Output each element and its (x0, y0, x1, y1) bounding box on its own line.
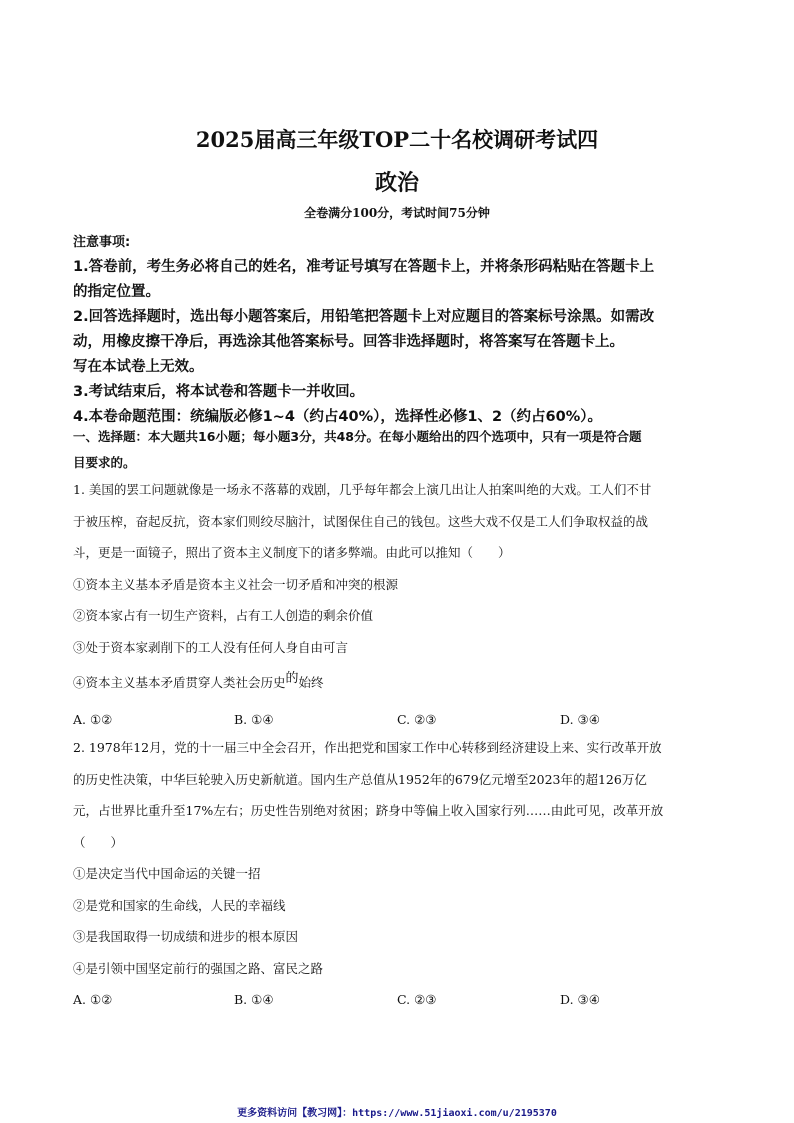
subject-title: 政治 (374, 170, 419, 196)
q2-option-a[interactable]: A. ①② (73, 992, 113, 1007)
q2-stem-line: （ ） (73, 834, 124, 850)
q2-item: ①是决定当代中国命运的关键一招 (73, 866, 261, 881)
q1-item4-end: 始终 (298, 675, 324, 690)
q2-item: ②是党和国家的生命线，人民的幸福线 (73, 897, 286, 913)
q2-options (73, 984, 729, 1015)
q1-item: ②资本家占有一切生产资料，占有工人创造的剩余价值 (73, 608, 374, 623)
q1-item4-text: ④资本主义基本矛盾贯穿人类社会历史 (73, 675, 286, 690)
q1-item-4 (73, 663, 729, 704)
notes-line: 动，用橡皮擦干净后，再选涂其他答案标号。回答非选择题时，将答案写在答题卡上。 (73, 334, 624, 350)
q1-option-a[interactable]: A. ①② (73, 712, 113, 727)
exam-title: 2025届高三年级TOP二十名校调研考试四 (195, 127, 599, 152)
footer-link[interactable]: 更多资料访问【教习网】：https://www.51jiaoxi.com/u/2195370 (237, 1108, 557, 1119)
section-line: 目要求的。 (73, 455, 136, 470)
section-heading (73, 424, 729, 476)
notes-line: 写在本试卷上无效。 (73, 359, 204, 375)
q2-stem-line: 元，占世界比重升至17%左右；历史性告别绝对贫困；跻身中等偏上收入国家行列……由此可见，改革开放 (73, 803, 664, 818)
q2-item: ③是我国取得一切成绩和进步的根本原因 (73, 929, 299, 944)
q1-stem-line: 1. 美国的罢工问题就像是一场永不落幕的戏剧，几乎每年都会上演几出让人拍案叫绝的大戏。工人们不甘 (73, 482, 652, 497)
q2-option-c[interactable]: C. ②③ (397, 992, 437, 1007)
q1-item: ①资本主义基本矛盾是资本主义社会一切矛盾和冲突的根源 (73, 576, 399, 592)
notes-block (73, 230, 729, 430)
q1-options (73, 704, 729, 735)
q1-option-c[interactable]: C. ②③ (397, 712, 437, 727)
q1-item: ③处于资本家剥削下的工人没有任何人身自由可言 (73, 639, 349, 655)
q1-stem-line: 斗，更是一面镜子，照出了资本主义制度下的诸多弊端。由此可以推知（ ） (73, 545, 511, 560)
section-line: 一、选择题：本大题共16小题；每小题3分，共48分。在每小题给出的四个选项中，只有一项是符合题 (73, 429, 642, 444)
notes-line: 4.本卷命题范围：统编版必修1~4（约占40%），选择性必修1、2（约占60%）。 (73, 409, 603, 425)
q1-option-b[interactable]: B. ①④ (234, 712, 274, 727)
notes-line: 1.答卷前，考生务必将自己的姓名，准考证号填写在答题卡上，并将条形码粘贴在答题卡上 (73, 259, 655, 275)
notes-line: 的指定位置。 (73, 284, 160, 300)
q2-option-d[interactable]: D. ③④ (560, 992, 600, 1007)
notes-heading: 注意事项: (73, 235, 131, 250)
question-2 (73, 732, 729, 1015)
notes-line: 3.考试结束后，将本试卷和答题卡一并收回。 (73, 384, 365, 400)
q2-stem-line: 的历史性决策，中华巨轮驶入历史新航道。国内生产总值从1952年的679亿元增至2023年的超126万亿 (73, 771, 647, 787)
q1-option-d[interactable]: D. ③④ (560, 712, 600, 727)
q1-item4-sup: 的 (285, 671, 299, 686)
q2-item: ④是引领中国坚定前行的强国之路、富民之路 (73, 960, 324, 976)
notes-line: 2.回答选择题时，选出每小题答案后，用铅笔把答题卡上对应题目的答案标号涂黑。如需改 (73, 309, 655, 325)
score-info: 全卷满分100分，考试时间75分钟 (304, 206, 490, 220)
q1-stem-line: 于被压榨，奋起反抗，资本家们则绞尽脑汁，试图保住自己的钱包。这些大戏不仅是工人们争取权益的战 (73, 513, 649, 529)
q2-stem-line: 2. 1978年12月，党的十一届三中全会召开，作出把党和国家工作中心转移到经济建设上来、实行改革开放 (73, 740, 662, 755)
q2-option-b[interactable]: B. ①④ (234, 992, 274, 1007)
question-1 (73, 474, 729, 735)
